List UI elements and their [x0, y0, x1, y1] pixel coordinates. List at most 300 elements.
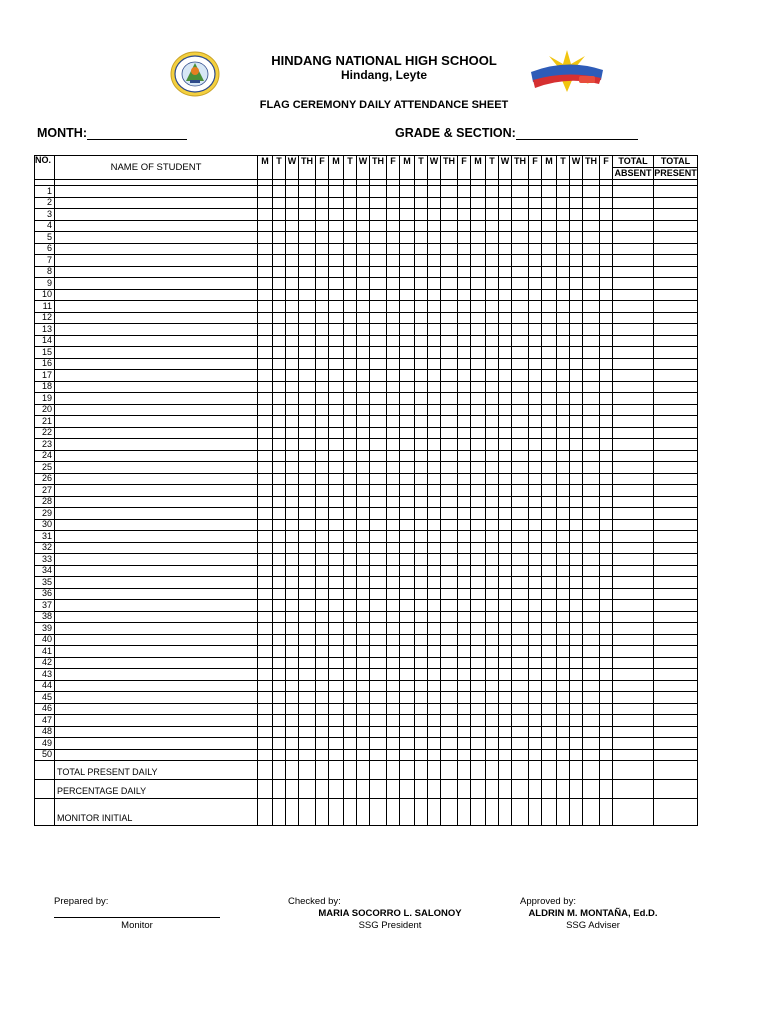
attendance-cell[interactable] — [441, 324, 458, 336]
attendance-cell[interactable] — [542, 312, 557, 324]
summary-cell[interactable] — [654, 761, 698, 780]
attendance-cell[interactable] — [557, 565, 570, 577]
attendance-cell[interactable] — [458, 657, 471, 669]
attendance-cell[interactable] — [570, 749, 583, 761]
attendance-cell[interactable] — [428, 738, 441, 750]
attendance-cell[interactable] — [499, 358, 512, 370]
attendance-cell[interactable] — [570, 324, 583, 336]
attendance-cell[interactable] — [370, 703, 387, 715]
attendance-cell[interactable] — [613, 324, 654, 336]
attendance-cell[interactable] — [471, 312, 486, 324]
attendance-cell[interactable] — [613, 680, 654, 692]
attendance-cell[interactable] — [415, 726, 428, 738]
attendance-cell[interactable] — [542, 347, 557, 359]
attendance-cell[interactable] — [316, 301, 329, 313]
attendance-cell[interactable] — [499, 600, 512, 612]
attendance-cell[interactable] — [273, 186, 286, 198]
attendance-cell[interactable] — [299, 278, 316, 290]
attendance-cell[interactable] — [512, 427, 529, 439]
summary-cell[interactable] — [357, 780, 370, 799]
attendance-cell[interactable] — [613, 255, 654, 267]
attendance-cell[interactable] — [499, 462, 512, 474]
summary-cell[interactable] — [583, 780, 600, 799]
attendance-cell[interactable] — [486, 531, 499, 543]
attendance-cell[interactable] — [542, 439, 557, 451]
attendance-cell[interactable] — [299, 715, 316, 727]
attendance-cell[interactable] — [557, 427, 570, 439]
student-name-cell[interactable] — [55, 186, 258, 198]
attendance-cell[interactable] — [583, 485, 600, 497]
attendance-cell[interactable] — [529, 577, 542, 589]
attendance-cell[interactable] — [428, 439, 441, 451]
attendance-cell[interactable] — [570, 416, 583, 428]
attendance-cell[interactable] — [557, 324, 570, 336]
attendance-cell[interactable] — [344, 450, 357, 462]
attendance-cell[interactable] — [512, 393, 529, 405]
attendance-cell[interactable] — [570, 600, 583, 612]
attendance-cell[interactable] — [370, 416, 387, 428]
attendance-cell[interactable] — [512, 634, 529, 646]
attendance-cell[interactable] — [529, 220, 542, 232]
attendance-cell[interactable] — [600, 496, 613, 508]
attendance-cell[interactable] — [299, 335, 316, 347]
attendance-cell[interactable] — [316, 749, 329, 761]
attendance-cell[interactable] — [387, 370, 400, 382]
attendance-cell[interactable] — [387, 600, 400, 612]
attendance-cell[interactable] — [654, 508, 698, 520]
attendance-cell[interactable] — [428, 255, 441, 267]
attendance-cell[interactable] — [273, 519, 286, 531]
attendance-cell[interactable] — [529, 669, 542, 681]
attendance-cell[interactable] — [329, 531, 344, 543]
attendance-cell[interactable] — [370, 301, 387, 313]
attendance-cell[interactable] — [600, 347, 613, 359]
attendance-cell[interactable] — [512, 473, 529, 485]
attendance-cell[interactable] — [370, 209, 387, 221]
attendance-cell[interactable] — [344, 726, 357, 738]
attendance-cell[interactable] — [387, 611, 400, 623]
attendance-cell[interactable] — [654, 289, 698, 301]
attendance-cell[interactable] — [329, 657, 344, 669]
attendance-cell[interactable] — [512, 588, 529, 600]
attendance-cell[interactable] — [583, 542, 600, 554]
attendance-cell[interactable] — [583, 692, 600, 704]
attendance-cell[interactable] — [499, 726, 512, 738]
attendance-cell[interactable] — [329, 462, 344, 474]
attendance-cell[interactable] — [415, 243, 428, 255]
attendance-cell[interactable] — [441, 669, 458, 681]
attendance-cell[interactable] — [329, 324, 344, 336]
attendance-cell[interactable] — [299, 209, 316, 221]
attendance-cell[interactable] — [499, 347, 512, 359]
summary-cell[interactable] — [387, 761, 400, 780]
attendance-cell[interactable] — [357, 611, 370, 623]
attendance-cell[interactable] — [486, 646, 499, 658]
attendance-cell[interactable] — [471, 301, 486, 313]
attendance-cell[interactable] — [486, 278, 499, 290]
attendance-cell[interactable] — [529, 312, 542, 324]
attendance-cell[interactable] — [654, 680, 698, 692]
attendance-cell[interactable] — [273, 358, 286, 370]
attendance-cell[interactable] — [486, 703, 499, 715]
attendance-cell[interactable] — [458, 450, 471, 462]
attendance-cell[interactable] — [486, 715, 499, 727]
attendance-cell[interactable] — [316, 266, 329, 278]
attendance-cell[interactable] — [441, 347, 458, 359]
attendance-cell[interactable] — [428, 266, 441, 278]
attendance-cell[interactable] — [428, 197, 441, 209]
attendance-cell[interactable] — [570, 347, 583, 359]
attendance-cell[interactable] — [512, 715, 529, 727]
attendance-cell[interactable] — [286, 335, 299, 347]
attendance-cell[interactable] — [273, 220, 286, 232]
attendance-cell[interactable] — [499, 404, 512, 416]
attendance-cell[interactable] — [486, 692, 499, 704]
attendance-cell[interactable] — [415, 370, 428, 382]
attendance-cell[interactable] — [583, 600, 600, 612]
attendance-cell[interactable] — [357, 186, 370, 198]
attendance-cell[interactable] — [529, 588, 542, 600]
attendance-cell[interactable] — [557, 738, 570, 750]
attendance-cell[interactable] — [387, 473, 400, 485]
attendance-cell[interactable] — [258, 209, 273, 221]
attendance-cell[interactable] — [529, 623, 542, 635]
attendance-cell[interactable] — [557, 623, 570, 635]
student-name-cell[interactable] — [55, 565, 258, 577]
attendance-cell[interactable] — [329, 508, 344, 520]
attendance-cell[interactable] — [273, 439, 286, 451]
summary-cell[interactable] — [273, 799, 286, 826]
attendance-cell[interactable] — [357, 738, 370, 750]
attendance-cell[interactable] — [387, 301, 400, 313]
attendance-cell[interactable] — [258, 703, 273, 715]
attendance-cell[interactable] — [542, 186, 557, 198]
attendance-cell[interactable] — [441, 404, 458, 416]
attendance-cell[interactable] — [441, 749, 458, 761]
attendance-cell[interactable] — [486, 381, 499, 393]
attendance-cell[interactable] — [654, 255, 698, 267]
student-name-cell[interactable] — [55, 473, 258, 485]
summary-cell[interactable] — [654, 780, 698, 799]
attendance-cell[interactable] — [458, 427, 471, 439]
attendance-cell[interactable] — [512, 347, 529, 359]
attendance-cell[interactable] — [600, 301, 613, 313]
attendance-cell[interactable] — [428, 634, 441, 646]
attendance-cell[interactable] — [583, 554, 600, 566]
attendance-cell[interactable] — [258, 531, 273, 543]
attendance-cell[interactable] — [286, 220, 299, 232]
attendance-cell[interactable] — [486, 588, 499, 600]
attendance-cell[interactable] — [583, 381, 600, 393]
attendance-cell[interactable] — [286, 600, 299, 612]
summary-cell[interactable] — [344, 799, 357, 826]
attendance-cell[interactable] — [273, 324, 286, 336]
attendance-cell[interactable] — [370, 600, 387, 612]
attendance-cell[interactable] — [428, 220, 441, 232]
attendance-cell[interactable] — [600, 232, 613, 244]
attendance-cell[interactable] — [471, 692, 486, 704]
attendance-cell[interactable] — [583, 358, 600, 370]
attendance-cell[interactable] — [613, 220, 654, 232]
attendance-cell[interactable] — [344, 554, 357, 566]
attendance-cell[interactable] — [370, 646, 387, 658]
attendance-cell[interactable] — [344, 427, 357, 439]
attendance-cell[interactable] — [400, 519, 415, 531]
attendance-cell[interactable] — [273, 531, 286, 543]
attendance-cell[interactable] — [273, 197, 286, 209]
attendance-cell[interactable] — [542, 358, 557, 370]
attendance-cell[interactable] — [613, 439, 654, 451]
summary-cell[interactable] — [542, 799, 557, 826]
attendance-cell[interactable] — [529, 634, 542, 646]
attendance-cell[interactable] — [387, 427, 400, 439]
attendance-cell[interactable] — [273, 209, 286, 221]
attendance-cell[interactable] — [654, 657, 698, 669]
attendance-cell[interactable] — [654, 278, 698, 290]
student-name-cell[interactable] — [55, 657, 258, 669]
attendance-cell[interactable] — [512, 496, 529, 508]
attendance-cell[interactable] — [329, 289, 344, 301]
attendance-cell[interactable] — [499, 703, 512, 715]
attendance-cell[interactable] — [370, 347, 387, 359]
attendance-cell[interactable] — [600, 220, 613, 232]
attendance-cell[interactable] — [458, 588, 471, 600]
attendance-cell[interactable] — [529, 427, 542, 439]
summary-cell[interactable] — [428, 780, 441, 799]
attendance-cell[interactable] — [344, 634, 357, 646]
student-name-cell[interactable] — [55, 335, 258, 347]
attendance-cell[interactable] — [499, 749, 512, 761]
attendance-cell[interactable] — [441, 738, 458, 750]
attendance-cell[interactable] — [415, 266, 428, 278]
attendance-cell[interactable] — [512, 565, 529, 577]
attendance-cell[interactable] — [400, 370, 415, 382]
attendance-cell[interactable] — [458, 554, 471, 566]
attendance-cell[interactable] — [316, 531, 329, 543]
attendance-cell[interactable] — [258, 243, 273, 255]
attendance-cell[interactable] — [329, 370, 344, 382]
summary-cell[interactable] — [471, 799, 486, 826]
attendance-cell[interactable] — [654, 186, 698, 198]
attendance-cell[interactable] — [557, 416, 570, 428]
attendance-cell[interactable] — [273, 266, 286, 278]
attendance-cell[interactable] — [499, 565, 512, 577]
attendance-cell[interactable] — [400, 623, 415, 635]
attendance-cell[interactable] — [428, 669, 441, 681]
attendance-cell[interactable] — [299, 726, 316, 738]
attendance-cell[interactable] — [570, 393, 583, 405]
attendance-cell[interactable] — [529, 381, 542, 393]
attendance-cell[interactable] — [486, 577, 499, 589]
attendance-cell[interactable] — [387, 450, 400, 462]
attendance-cell[interactable] — [400, 531, 415, 543]
attendance-cell[interactable] — [529, 266, 542, 278]
attendance-cell[interactable] — [299, 669, 316, 681]
attendance-cell[interactable] — [400, 692, 415, 704]
summary-cell[interactable] — [542, 761, 557, 780]
attendance-cell[interactable] — [486, 680, 499, 692]
attendance-cell[interactable] — [344, 255, 357, 267]
attendance-cell[interactable] — [499, 220, 512, 232]
attendance-cell[interactable] — [299, 531, 316, 543]
attendance-cell[interactable] — [458, 416, 471, 428]
attendance-cell[interactable] — [499, 657, 512, 669]
student-name-cell[interactable] — [55, 278, 258, 290]
attendance-cell[interactable] — [557, 473, 570, 485]
attendance-cell[interactable] — [344, 508, 357, 520]
attendance-cell[interactable] — [370, 473, 387, 485]
attendance-cell[interactable] — [400, 439, 415, 451]
attendance-cell[interactable] — [613, 301, 654, 313]
attendance-cell[interactable] — [400, 450, 415, 462]
attendance-cell[interactable] — [415, 312, 428, 324]
attendance-cell[interactable] — [370, 519, 387, 531]
attendance-cell[interactable] — [654, 393, 698, 405]
attendance-cell[interactable] — [415, 255, 428, 267]
attendance-cell[interactable] — [486, 347, 499, 359]
attendance-cell[interactable] — [458, 703, 471, 715]
attendance-cell[interactable] — [486, 738, 499, 750]
attendance-cell[interactable] — [654, 450, 698, 462]
attendance-cell[interactable] — [299, 186, 316, 198]
attendance-cell[interactable] — [299, 370, 316, 382]
attendance-cell[interactable] — [357, 577, 370, 589]
attendance-cell[interactable] — [557, 519, 570, 531]
attendance-cell[interactable] — [344, 669, 357, 681]
attendance-cell[interactable] — [428, 324, 441, 336]
attendance-cell[interactable] — [329, 554, 344, 566]
attendance-cell[interactable] — [415, 416, 428, 428]
attendance-cell[interactable] — [387, 623, 400, 635]
attendance-cell[interactable] — [471, 715, 486, 727]
attendance-cell[interactable] — [471, 462, 486, 474]
attendance-cell[interactable] — [542, 611, 557, 623]
attendance-cell[interactable] — [273, 255, 286, 267]
attendance-cell[interactable] — [471, 450, 486, 462]
attendance-cell[interactable] — [344, 703, 357, 715]
attendance-cell[interactable] — [458, 255, 471, 267]
attendance-cell[interactable] — [387, 266, 400, 278]
attendance-cell[interactable] — [344, 611, 357, 623]
attendance-cell[interactable] — [258, 301, 273, 313]
attendance-cell[interactable] — [299, 289, 316, 301]
attendance-cell[interactable] — [273, 496, 286, 508]
attendance-cell[interactable] — [273, 703, 286, 715]
attendance-cell[interactable] — [458, 542, 471, 554]
attendance-cell[interactable] — [486, 370, 499, 382]
attendance-cell[interactable] — [486, 209, 499, 221]
attendance-cell[interactable] — [613, 554, 654, 566]
attendance-cell[interactable] — [654, 220, 698, 232]
attendance-cell[interactable] — [273, 634, 286, 646]
attendance-cell[interactable] — [613, 347, 654, 359]
attendance-cell[interactable] — [258, 634, 273, 646]
attendance-cell[interactable] — [613, 531, 654, 543]
summary-cell[interactable] — [600, 761, 613, 780]
attendance-cell[interactable] — [329, 634, 344, 646]
student-name-cell[interactable] — [55, 301, 258, 313]
attendance-cell[interactable] — [286, 416, 299, 428]
attendance-cell[interactable] — [273, 669, 286, 681]
attendance-cell[interactable] — [428, 335, 441, 347]
attendance-cell[interactable] — [471, 485, 486, 497]
attendance-cell[interactable] — [471, 393, 486, 405]
attendance-cell[interactable] — [400, 197, 415, 209]
attendance-cell[interactable] — [428, 243, 441, 255]
attendance-cell[interactable] — [583, 370, 600, 382]
student-name-cell[interactable] — [55, 715, 258, 727]
attendance-cell[interactable] — [428, 600, 441, 612]
attendance-cell[interactable] — [557, 381, 570, 393]
attendance-cell[interactable] — [286, 324, 299, 336]
attendance-cell[interactable] — [344, 197, 357, 209]
attendance-cell[interactable] — [583, 450, 600, 462]
attendance-cell[interactable] — [299, 462, 316, 474]
attendance-cell[interactable] — [458, 186, 471, 198]
attendance-cell[interactable] — [273, 680, 286, 692]
attendance-cell[interactable] — [387, 197, 400, 209]
attendance-cell[interactable] — [258, 554, 273, 566]
attendance-cell[interactable] — [486, 669, 499, 681]
attendance-cell[interactable] — [471, 255, 486, 267]
attendance-cell[interactable] — [329, 738, 344, 750]
attendance-cell[interactable] — [471, 232, 486, 244]
attendance-cell[interactable] — [458, 243, 471, 255]
attendance-cell[interactable] — [613, 738, 654, 750]
attendance-cell[interactable] — [415, 197, 428, 209]
attendance-cell[interactable] — [415, 209, 428, 221]
attendance-cell[interactable] — [387, 439, 400, 451]
attendance-cell[interactable] — [286, 381, 299, 393]
attendance-cell[interactable] — [344, 738, 357, 750]
attendance-cell[interactable] — [557, 726, 570, 738]
attendance-cell[interactable] — [415, 680, 428, 692]
attendance-cell[interactable] — [654, 347, 698, 359]
summary-cell[interactable] — [329, 780, 344, 799]
attendance-cell[interactable] — [654, 738, 698, 750]
attendance-cell[interactable] — [441, 531, 458, 543]
attendance-cell[interactable] — [400, 232, 415, 244]
student-name-cell[interactable] — [55, 358, 258, 370]
attendance-cell[interactable] — [471, 416, 486, 428]
attendance-cell[interactable] — [570, 186, 583, 198]
summary-cell[interactable] — [613, 761, 654, 780]
attendance-cell[interactable] — [428, 623, 441, 635]
attendance-cell[interactable] — [542, 209, 557, 221]
attendance-cell[interactable] — [329, 703, 344, 715]
attendance-cell[interactable] — [370, 738, 387, 750]
attendance-cell[interactable] — [600, 692, 613, 704]
attendance-cell[interactable] — [370, 278, 387, 290]
attendance-cell[interactable] — [486, 416, 499, 428]
attendance-cell[interactable] — [613, 749, 654, 761]
attendance-cell[interactable] — [286, 657, 299, 669]
attendance-cell[interactable] — [316, 588, 329, 600]
attendance-cell[interactable] — [400, 577, 415, 589]
attendance-cell[interactable] — [499, 324, 512, 336]
attendance-cell[interactable] — [499, 669, 512, 681]
attendance-cell[interactable] — [316, 393, 329, 405]
attendance-cell[interactable] — [542, 427, 557, 439]
attendance-cell[interactable] — [316, 381, 329, 393]
attendance-cell[interactable] — [570, 623, 583, 635]
attendance-cell[interactable] — [286, 496, 299, 508]
attendance-cell[interactable] — [557, 301, 570, 313]
attendance-cell[interactable] — [370, 358, 387, 370]
attendance-cell[interactable] — [583, 531, 600, 543]
attendance-cell[interactable] — [387, 220, 400, 232]
attendance-cell[interactable] — [329, 186, 344, 198]
